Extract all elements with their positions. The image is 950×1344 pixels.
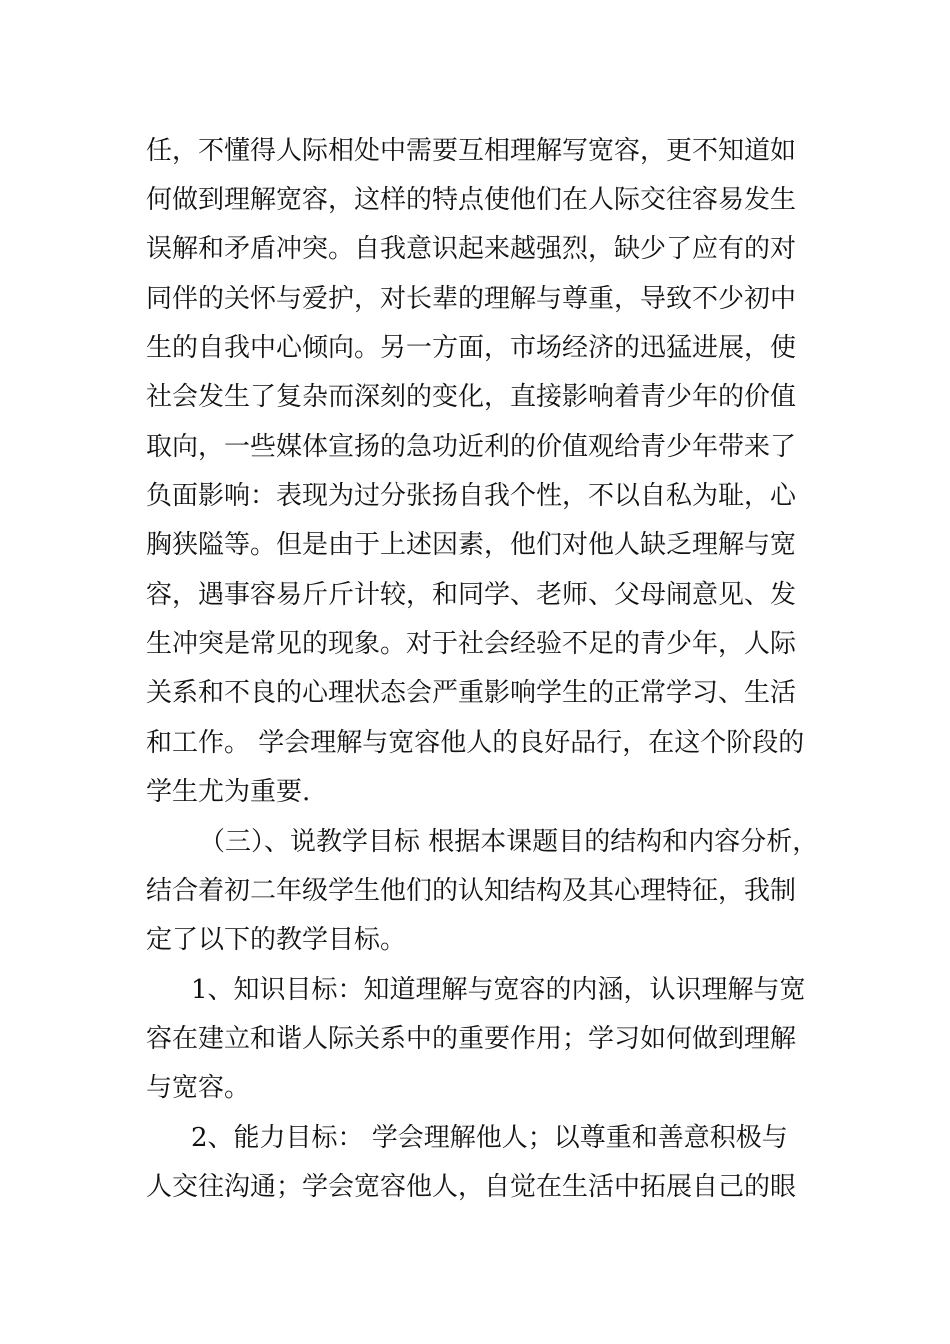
text-line: 胸狭隘等。但是由于上述因素，他们对他人缺乏理解与宽 [146,530,797,560]
text-line: 学生尤为重要. [146,777,311,807]
text-line: 任，不懂得人际相处中需要互相理解写宽容，更不知道如 [146,136,797,166]
text-line: 社会发生了复杂而深刻的变化，直接影响着青少年的价值 [146,382,797,412]
text-line: 关系和不良的心理状态会严重影响学生的正常学习、生活 [146,678,797,708]
text-line: 取向，一些媒体宣扬的急功近利的价值观给青少年带来了 [146,432,797,462]
text-line: 和工作。 学会理解与宽容他人的良好品行，在这个阶段的 [146,728,805,758]
text-line: 何做到理解宽容，这样的特点使他们在人际交往容易发生 [146,185,797,215]
paragraph-start-line: 2、能力目标： 学会理解他人；以尊重和善意积极与 [191,1123,788,1153]
text-line: 定了以下的教学目标。 [146,925,407,955]
text-line: 生的自我中心倾向。另一方面，市场经济的迅猛进展，使 [146,333,797,363]
section-heading-line: （三）、说教学目标 根据本课题目的结构和内容分析， [199,827,819,857]
text-line: 结合着初二年级学生他们的认知结构及其心理特征，我制 [146,876,797,906]
text-line: 误解和矛盾冲突。自我意识起来越强烈，缺少了应有的对 [146,234,797,264]
text-line: 同伴的关怀与爱护，对长辈的理解与尊重，导致不少初中 [146,284,797,314]
paragraph-start-line: 1、知识目标：知道理解与宽容的内涵，认识理解与宽 [191,975,806,1005]
text-line: 生冲突是常见的现象。对于社会经验不足的青少年，人际 [146,629,797,659]
text-line: 容在建立和谐人际关系中的重要作用；学习如何做到理解 [146,1024,797,1054]
text-line: 容，遇事容易斤斤计较，和同学、老师、父母闹意见、发 [146,580,797,610]
text-line: 与宽容。 [146,1073,251,1103]
text-line: 人交往沟通；学会宽容他人，自觉在生活中拓展自己的眼 [146,1172,797,1202]
text-line: 负面影响：表现为过分张扬自我个性，不以自私为耻，心 [146,481,797,511]
